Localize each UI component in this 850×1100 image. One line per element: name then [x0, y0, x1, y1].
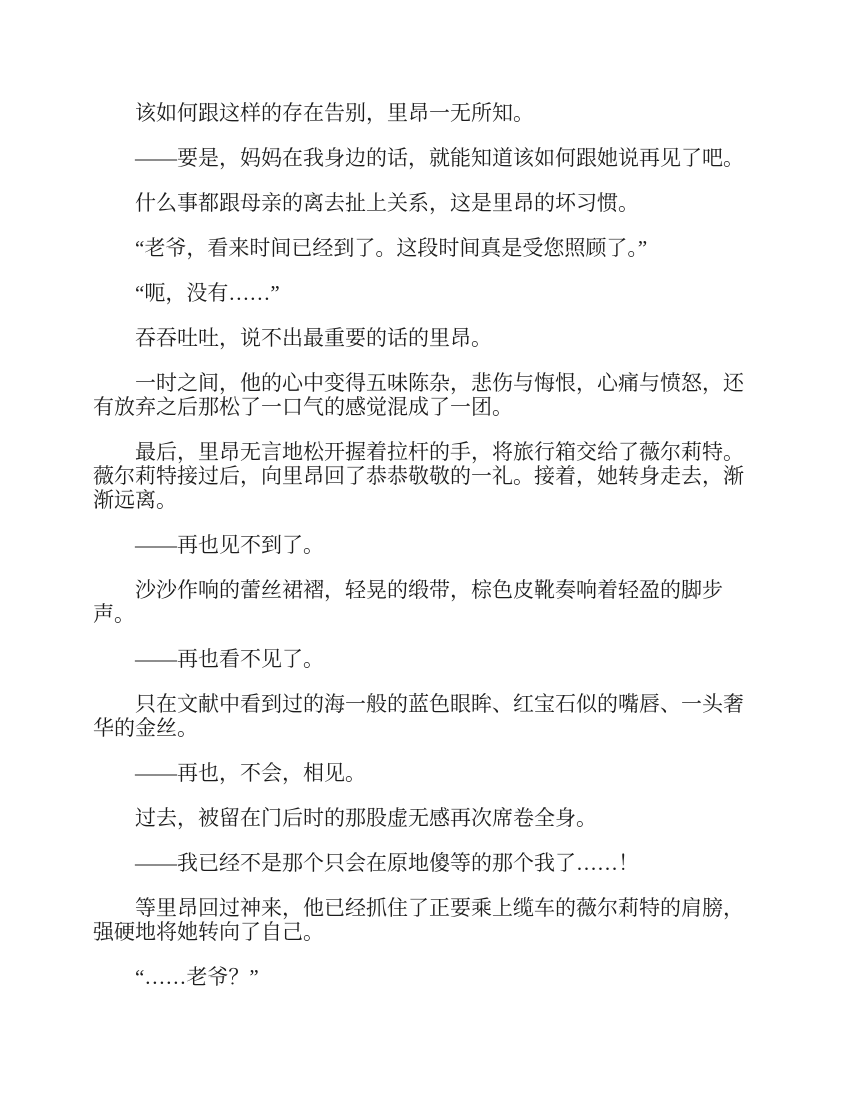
paragraph: “……老爷？” — [135, 965, 259, 989]
paragraph: ——再也，不会，相见。 — [135, 761, 366, 785]
paragraph: 等里昂回过神来，他已经抓住了正要乘上缆车的薇尔莉特的肩膀，强硬地将她转向了自己。 — [93, 896, 744, 944]
paragraph: 只在文献中看到过的海一般的蓝色眼眸、红宝石似的嘴唇、一头奢华的金丝。 — [93, 692, 744, 740]
paragraph: 最后，里昂无言地松开握着拉杆的手，将旅行箱交给了薇尔莉特。薇尔莉特接过后，向里昂回了恭恭敬敬的一礼。接着，她转身走去，渐渐远离。 — [93, 440, 744, 512]
text-content — [93, 101, 749, 1010]
paragraph: 一时之间，他的心中变得五味陈杂，悲伤与悔恨，心痛与愤怒，还有放弃之后那松了一口气的感觉混成了一团。 — [93, 371, 744, 419]
paragraph: ——再也看不见了。 — [135, 647, 324, 671]
paragraph: ——要是，妈妈在我身边的话，就能知道该如何跟她说再见了吧。 — [135, 146, 744, 170]
paragraph: 什么事都跟母亲的离去扯上关系，这是里昂的坏习惯。 — [135, 191, 639, 215]
paragraph: 吞吞吐吐，说不出最重要的话的里昂。 — [135, 326, 492, 350]
paragraph: 该如何跟这样的存在告别，里昂一无所知。 — [135, 101, 534, 125]
paragraph: “呃，没有……” — [135, 281, 280, 305]
paragraph: 沙沙作响的蕾丝裙褶，轻晃的缎带，棕色皮靴奏响着轻盈的脚步声。 — [93, 578, 723, 626]
paragraph: “老爷，看来时间已经到了。这段时间真是受您照顾了。” — [135, 236, 648, 260]
paragraph: ——再也见不到了。 — [135, 533, 324, 557]
paragraph: ——我已经不是那个只会在原地傻等的那个我了……！ — [135, 851, 639, 875]
paragraph: 过去，被留在门后时的那股虚无感再次席卷全身。 — [135, 806, 597, 830]
